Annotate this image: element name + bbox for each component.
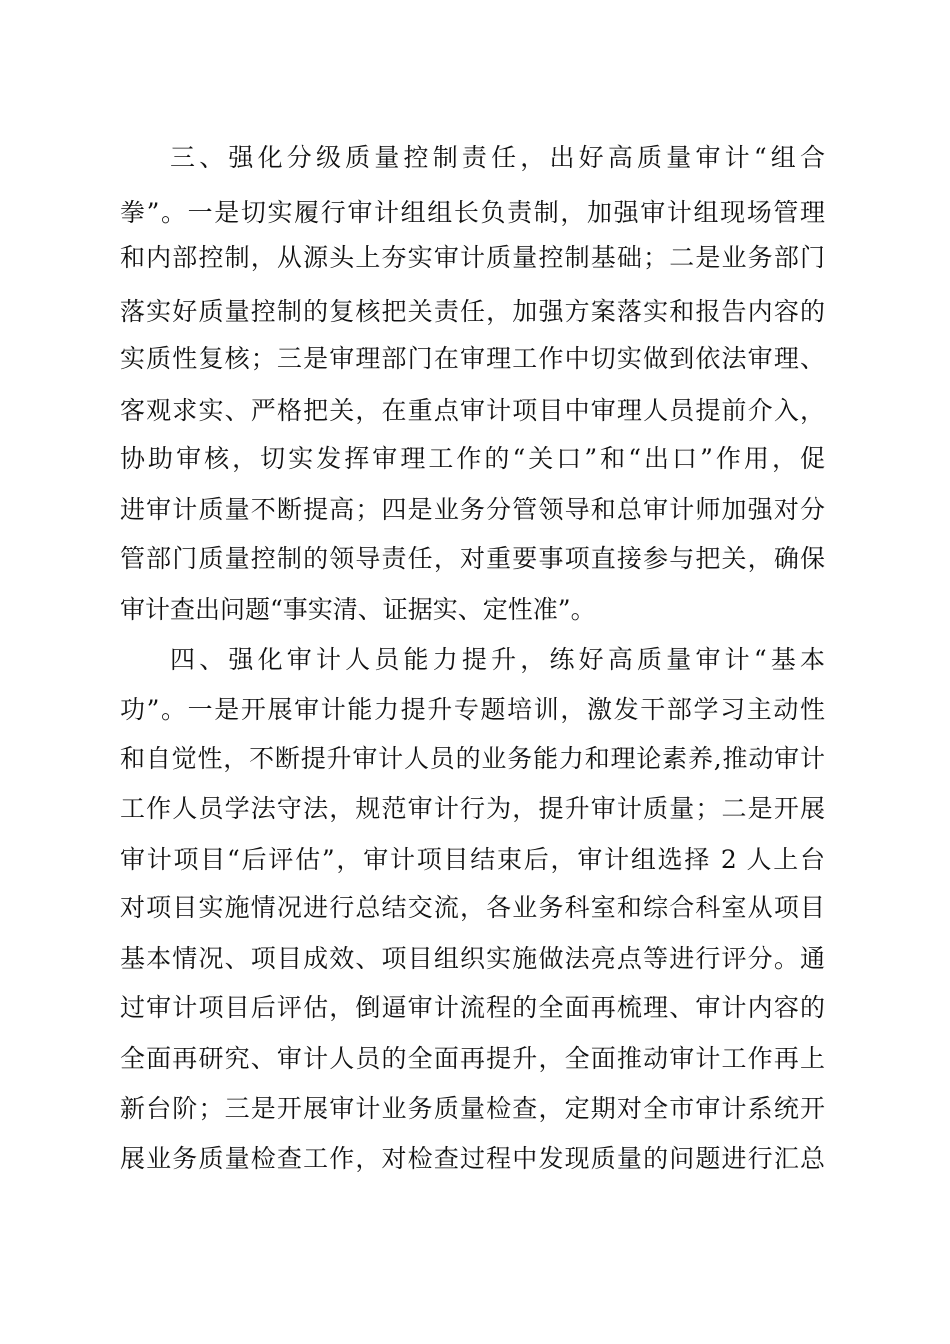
paragraph-line: 实质性复核；三是审理部门在审理工作中切实做到依法审理、 bbox=[120, 344, 825, 373]
paragraph-line: 展业务质量检查工作，对检查过程中发现质量的问题进行汇总 bbox=[120, 1144, 825, 1173]
paragraph-line: 落实好质量控制的复核把关责任，加强方案落实和报告内容的 bbox=[120, 297, 825, 326]
paragraph-line: 和内部控制，从源头上夯实审计质量控制基础；二是业务部门 bbox=[120, 243, 825, 272]
paragraph-line: 进审计质量不断提高；四是业务分管领导和总审计师加强对分 bbox=[120, 495, 825, 524]
paragraph-line: 四、强化审计人员能力提升，练好高质量审计“基本 bbox=[170, 645, 825, 674]
paragraph-line: 功”。一是开展审计能力提升专题培训，激发干部学习主动性 bbox=[120, 695, 825, 724]
paragraph-line: 工作人员学法守法，规范审计行为，提升审计质量；二是开展 bbox=[120, 794, 825, 823]
paragraph-line: 基本情况、项目成效、项目组织实施做法亮点等进行评分。通 bbox=[120, 944, 825, 973]
paragraph-line: 管部门质量控制的领导责任，对重要事项直接参与把关，确保 bbox=[120, 544, 825, 573]
paragraph-line: 协助审核，切实发挥审理工作的“关口”和“出口”作用，促 bbox=[120, 444, 825, 473]
paragraph-line: 全面再研究、审计人员的全面再提升，全面推动审计工作再上 bbox=[120, 1044, 825, 1073]
paragraph-line: 三、强化分级质量控制责任，出好高质量审计“组合 bbox=[170, 143, 825, 172]
paragraph-line: 新台阶；三是开展审计业务质量检查，定期对全市审计系统开 bbox=[120, 1094, 825, 1123]
paragraph-line: 和自觉性，不断提升审计人员的业务能力和理论素养,推动审计 bbox=[120, 744, 825, 773]
paragraph-line: 对项目实施情况进行总结交流，各业务科室和综合科室从项目 bbox=[120, 893, 825, 922]
paragraph-line: 过审计项目后评估，倒逼审计流程的全面再梳理、审计内容的 bbox=[120, 993, 825, 1022]
paragraph-line: 审计项目“后评估”，审计项目结束后，审计组选择 2 人上台 bbox=[120, 845, 825, 874]
paragraph-line: 拳”。一是切实履行审计组组长负责制，加强审计组现场管理 bbox=[120, 198, 825, 227]
paragraph-line: 客观求实、严格把关，在重点审计项目中审理人员提前介入， bbox=[120, 396, 825, 425]
paragraph-line: 审计查出问题“事实清、证据实、定性准”。 bbox=[120, 595, 596, 624]
